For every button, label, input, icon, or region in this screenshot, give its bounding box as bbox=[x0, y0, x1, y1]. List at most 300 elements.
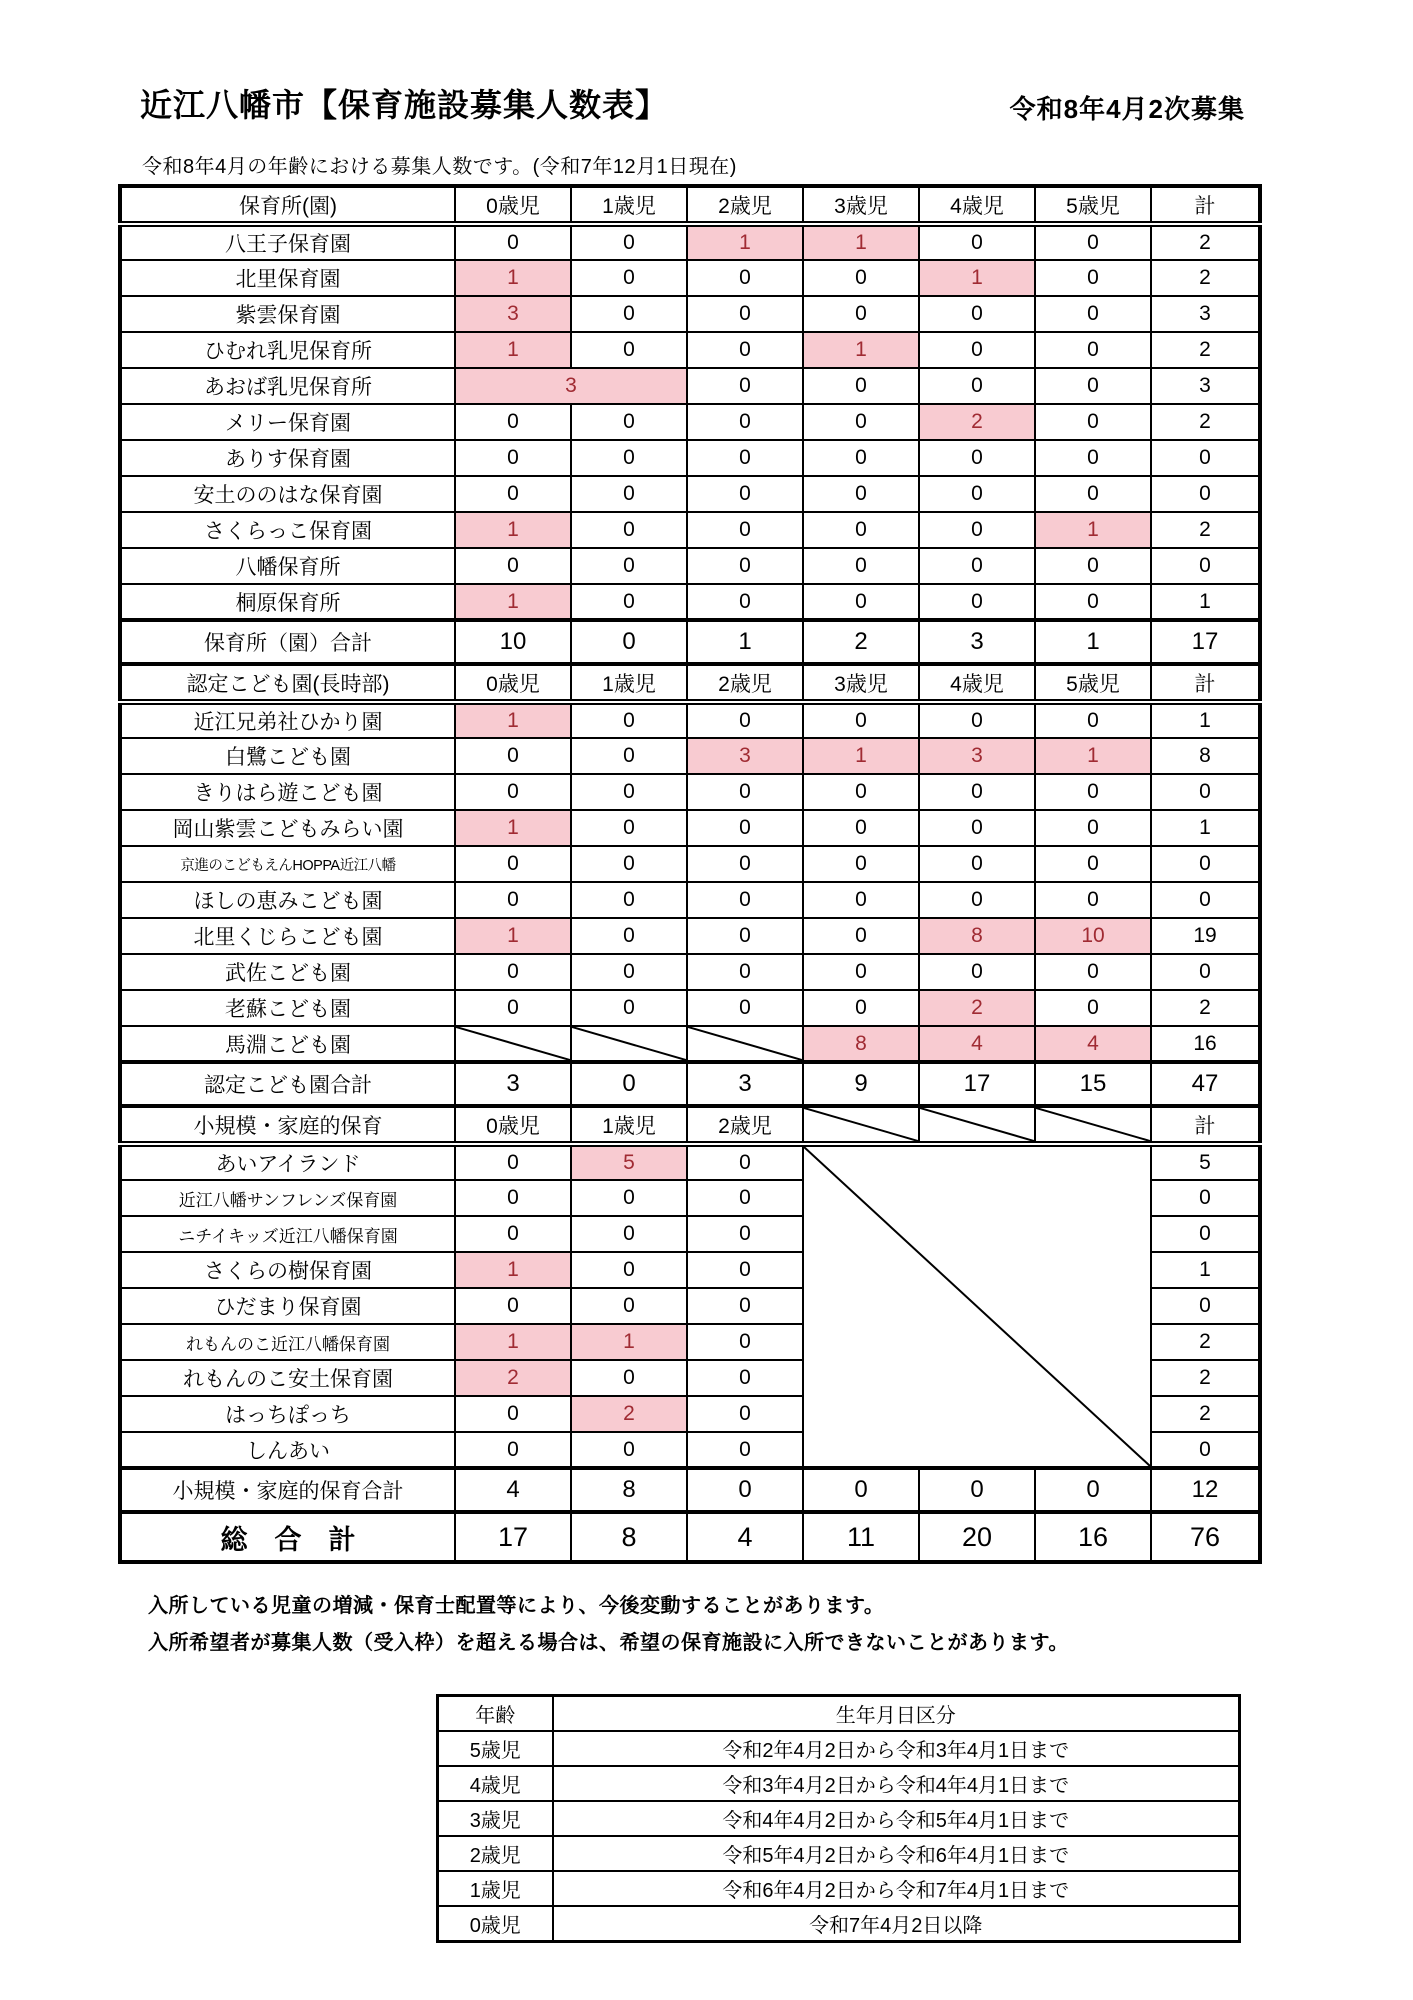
cell-value: 0 bbox=[455, 1432, 571, 1468]
facility-name: 紫雲保育園 bbox=[120, 296, 455, 332]
cell-value: 0 bbox=[803, 810, 919, 846]
cell-value: 0 bbox=[571, 548, 687, 584]
subtitle: 令和8年4月の年齢における募集人数です。(令和7年12月1日現在) bbox=[142, 156, 737, 178]
cell-value: 0 bbox=[687, 1252, 803, 1288]
facility-name: 八幡保育所 bbox=[120, 548, 455, 584]
section-total-value: 0 bbox=[687, 1468, 803, 1512]
facility-name: 武佐こども園 bbox=[120, 954, 455, 990]
facility-name: あおば乳児保育所 bbox=[120, 368, 455, 404]
diagonal-slash bbox=[572, 1027, 686, 1060]
blocked-cell bbox=[455, 1026, 571, 1062]
cell-value: 1 bbox=[455, 810, 571, 846]
total-header: 計 bbox=[1151, 186, 1260, 224]
total-header: 計 bbox=[1151, 1106, 1260, 1144]
facility-row bbox=[120, 774, 1260, 810]
cell-value: 0 bbox=[919, 476, 1035, 512]
cell-value: 0 bbox=[919, 332, 1035, 368]
section-total-value: 0 bbox=[571, 1062, 687, 1106]
cell-value: 0 bbox=[687, 1288, 803, 1324]
cell-value: 0 bbox=[1035, 476, 1151, 512]
section-total-value: 3 bbox=[455, 1062, 571, 1106]
cell-value: 0 bbox=[687, 440, 803, 476]
cell-value: 0 bbox=[571, 476, 687, 512]
cell-value: 0 bbox=[919, 548, 1035, 584]
birthdate-range: 令和6年4月2日から令和7年4月1日まで bbox=[553, 1871, 1240, 1906]
cell-value: 3 bbox=[687, 738, 803, 774]
cell-value: 0 bbox=[803, 918, 919, 954]
cell-value: 0 bbox=[1035, 584, 1151, 620]
cell-value: 1 bbox=[455, 512, 571, 548]
section-header-row bbox=[120, 186, 1260, 224]
facility-name: あいアイランド bbox=[120, 1144, 455, 1180]
section-total-value: 0 bbox=[571, 620, 687, 664]
cell-value: 0 bbox=[687, 702, 803, 738]
age-label: 4歳児 bbox=[438, 1766, 553, 1801]
age-header: 0歳児 bbox=[455, 186, 571, 224]
birthdate-range: 令和2年4月2日から令和3年4月1日まで bbox=[553, 1731, 1240, 1766]
cell-value: 0 bbox=[803, 584, 919, 620]
section-total-value: 0 bbox=[919, 1468, 1035, 1512]
cell-value: 0 bbox=[1035, 404, 1151, 440]
cell-value: 0 bbox=[1035, 440, 1151, 476]
cell-value: 3 bbox=[919, 738, 1035, 774]
birthdate-range: 令和5年4月2日から令和6年4月1日まで bbox=[553, 1836, 1240, 1871]
grand-total-value: 17 bbox=[455, 1512, 571, 1562]
grand-total-value: 4 bbox=[687, 1512, 803, 1562]
cell-value: 0 bbox=[1035, 368, 1151, 404]
cell-value: 0 bbox=[571, 846, 687, 882]
facility-row bbox=[120, 810, 1260, 846]
cell-value: 0 bbox=[571, 882, 687, 918]
facility-row bbox=[120, 440, 1260, 476]
facility-name: さくらの樹保育園 bbox=[120, 1252, 455, 1288]
cell-value: 1 bbox=[571, 1324, 687, 1360]
facility-name: 北里くじらこども園 bbox=[120, 918, 455, 954]
recruitment-round-label: 令和8年4月2次募集 bbox=[1009, 94, 1245, 124]
facility-row bbox=[120, 702, 1260, 738]
cell-value: 0 bbox=[803, 368, 919, 404]
cell-value: 0 bbox=[803, 846, 919, 882]
cell-value: 0 bbox=[687, 954, 803, 990]
cell-value: 0 bbox=[803, 882, 919, 918]
section-total-value: 9 bbox=[803, 1062, 919, 1106]
blocked-age-area bbox=[803, 1144, 1151, 1468]
cell-value: 2 bbox=[571, 1396, 687, 1432]
row-total: 0 bbox=[1151, 476, 1260, 512]
section-total-value: 3 bbox=[687, 1062, 803, 1106]
facility-row bbox=[120, 476, 1260, 512]
grand-total-value: 16 bbox=[1035, 1512, 1151, 1562]
cell-value: 8 bbox=[803, 1026, 919, 1062]
age-header: 1歳児 bbox=[571, 664, 687, 702]
section-total-label: 小規模・家庭的保育合計 bbox=[120, 1468, 455, 1512]
section-total-label: 保育所（園）合計 bbox=[120, 620, 455, 664]
facility-row bbox=[120, 224, 1260, 260]
facility-row bbox=[120, 1144, 1260, 1180]
cell-value: 0 bbox=[571, 738, 687, 774]
cell-value: 0 bbox=[919, 368, 1035, 404]
cell-value: 0 bbox=[687, 990, 803, 1026]
page-title: 近江八幡市【保育施設募集人数表】 bbox=[140, 87, 669, 123]
cell-value: 0 bbox=[687, 918, 803, 954]
age-table-row bbox=[438, 1801, 1240, 1836]
cell-value: 0 bbox=[687, 548, 803, 584]
cell-value: 0 bbox=[687, 584, 803, 620]
cell-value: 0 bbox=[919, 296, 1035, 332]
age-table-header-row bbox=[438, 1696, 1240, 1732]
row-total: 0 bbox=[1151, 774, 1260, 810]
cell-value: 0 bbox=[919, 702, 1035, 738]
row-total: 0 bbox=[1151, 954, 1260, 990]
cell-value: 0 bbox=[803, 404, 919, 440]
row-total: 3 bbox=[1151, 296, 1260, 332]
cell-value: 0 bbox=[571, 1432, 687, 1468]
section-header-label: 小規模・家庭的保育 bbox=[120, 1106, 455, 1144]
age-table-row bbox=[438, 1766, 1240, 1801]
age-header: 3歳児 bbox=[803, 186, 919, 224]
grand-total-value: 8 bbox=[571, 1512, 687, 1562]
section-total-row bbox=[120, 1062, 1260, 1106]
age-column-header: 年齢 bbox=[438, 1696, 553, 1732]
section-header-row bbox=[120, 664, 1260, 702]
cell-value: 0 bbox=[455, 476, 571, 512]
cell-value: 0 bbox=[919, 224, 1035, 260]
cell-value: 0 bbox=[455, 404, 571, 440]
cell-value: 0 bbox=[571, 810, 687, 846]
age-label: 3歳児 bbox=[438, 1801, 553, 1836]
cell-value: 0 bbox=[919, 584, 1035, 620]
row-total: 0 bbox=[1151, 1288, 1260, 1324]
cell-value: 0 bbox=[455, 954, 571, 990]
birthdate-definition-table bbox=[436, 1694, 1241, 1943]
cell-value: 0 bbox=[919, 846, 1035, 882]
cell-value: 0 bbox=[571, 1216, 687, 1252]
section-total-value: 15 bbox=[1035, 1062, 1151, 1106]
row-total: 0 bbox=[1151, 440, 1260, 476]
title-row bbox=[140, 80, 1245, 126]
cell-value: 0 bbox=[803, 954, 919, 990]
cell-value: 0 bbox=[571, 584, 687, 620]
facility-row bbox=[120, 368, 1260, 404]
cell-value: 0 bbox=[455, 548, 571, 584]
age-header: 0歳児 bbox=[455, 1106, 571, 1144]
age-label: 1歳児 bbox=[438, 1871, 553, 1906]
age-header: 0歳児 bbox=[455, 664, 571, 702]
cell-value: 0 bbox=[571, 260, 687, 296]
cell-value: 0 bbox=[687, 332, 803, 368]
section-total-value: 1 bbox=[1035, 620, 1151, 664]
cell-value: 0 bbox=[803, 512, 919, 548]
cell-value: 0 bbox=[455, 774, 571, 810]
cell-value: 3 bbox=[455, 296, 571, 332]
grand-total-row bbox=[120, 1512, 1260, 1562]
cell-value: 0 bbox=[455, 882, 571, 918]
age-header: 2歳児 bbox=[687, 186, 803, 224]
facility-row bbox=[120, 404, 1260, 440]
grand-total-value: 11 bbox=[803, 1512, 919, 1562]
section-total-value: 1 bbox=[687, 620, 803, 664]
row-total: 2 bbox=[1151, 1324, 1260, 1360]
facility-row bbox=[120, 332, 1260, 368]
cell-value: 0 bbox=[571, 404, 687, 440]
cell-value: 0 bbox=[455, 738, 571, 774]
age-header: 5歳児 bbox=[1035, 186, 1151, 224]
blocked-age-header bbox=[919, 1106, 1035, 1144]
facility-name: 八王子保育園 bbox=[120, 224, 455, 260]
diagonal-slash bbox=[456, 1027, 570, 1060]
diagonal-slash bbox=[688, 1027, 802, 1060]
row-total: 2 bbox=[1151, 990, 1260, 1026]
age-header: 1歳児 bbox=[571, 186, 687, 224]
cell-value: 0 bbox=[571, 1180, 687, 1216]
diagonal-slash bbox=[804, 1108, 918, 1141]
facility-name: 老蘇こども園 bbox=[120, 990, 455, 1026]
cell-value: 0 bbox=[455, 1144, 571, 1180]
section-total-value: 3 bbox=[919, 620, 1035, 664]
recruitment-numbers-table bbox=[118, 184, 1262, 1564]
cell-value: 0 bbox=[1035, 548, 1151, 584]
age-header: 2歳児 bbox=[687, 664, 803, 702]
section-total-value: 0 bbox=[803, 1468, 919, 1512]
age-table-row bbox=[438, 1871, 1240, 1906]
facility-name: ほしの恵みこども園 bbox=[120, 882, 455, 918]
cell-value: 0 bbox=[571, 1288, 687, 1324]
cell-value: 0 bbox=[803, 774, 919, 810]
row-total: 5 bbox=[1151, 1144, 1260, 1180]
cell-value: 0 bbox=[1035, 224, 1151, 260]
row-total: 2 bbox=[1151, 404, 1260, 440]
row-total: 3 bbox=[1151, 368, 1260, 404]
cell-value: 1 bbox=[687, 224, 803, 260]
cell-value: 0 bbox=[455, 1396, 571, 1432]
age-header: 1歳児 bbox=[571, 1106, 687, 1144]
cell-value: 0 bbox=[1035, 296, 1151, 332]
cell-value: 0 bbox=[803, 548, 919, 584]
cell-value: 0 bbox=[687, 1432, 803, 1468]
facility-row bbox=[120, 954, 1260, 990]
cell-value: 0 bbox=[919, 440, 1035, 476]
birthdate-range: 令和7年4月2日以降 bbox=[553, 1906, 1240, 1942]
row-total: 1 bbox=[1151, 584, 1260, 620]
row-total: 16 bbox=[1151, 1026, 1260, 1062]
cell-value: 0 bbox=[571, 1252, 687, 1288]
age-header: 2歳児 bbox=[687, 1106, 803, 1144]
row-total: 19 bbox=[1151, 918, 1260, 954]
cell-value: 0 bbox=[687, 1360, 803, 1396]
facility-row bbox=[120, 1026, 1260, 1062]
section-total-label: 認定こども園合計 bbox=[120, 1062, 455, 1106]
age-label: 5歳児 bbox=[438, 1731, 553, 1766]
row-total: 2 bbox=[1151, 332, 1260, 368]
cell-value: 0 bbox=[687, 1324, 803, 1360]
row-total: 2 bbox=[1151, 224, 1260, 260]
diagonal-slash bbox=[1036, 1108, 1150, 1141]
age-table-row bbox=[438, 1906, 1240, 1942]
row-total: 0 bbox=[1151, 846, 1260, 882]
section-total-row bbox=[120, 620, 1260, 664]
cell-value: 3 bbox=[455, 368, 687, 404]
cell-value: 0 bbox=[571, 1360, 687, 1396]
cell-value: 0 bbox=[455, 1180, 571, 1216]
cell-value: 1 bbox=[1035, 512, 1151, 548]
facility-name: ありす保育園 bbox=[120, 440, 455, 476]
section-total-value: 0 bbox=[1035, 1468, 1151, 1512]
cell-value: 0 bbox=[803, 440, 919, 476]
facility-name: 京進のこどもえんHOPPA近江八幡 bbox=[120, 846, 455, 882]
cell-value: 0 bbox=[919, 810, 1035, 846]
blocked-age-header bbox=[803, 1106, 919, 1144]
cell-value: 0 bbox=[455, 1216, 571, 1252]
grand-total-label: 総 合 計 bbox=[120, 1512, 455, 1562]
cell-value: 0 bbox=[1035, 846, 1151, 882]
cell-value: 0 bbox=[687, 476, 803, 512]
cell-value: 0 bbox=[687, 1180, 803, 1216]
cell-value: 2 bbox=[455, 1360, 571, 1396]
section-total-sum: 12 bbox=[1151, 1468, 1260, 1512]
age-label: 0歳児 bbox=[438, 1906, 553, 1942]
note-line-2: 入所希望者が募集人数（受入枠）を超える場合は、希望の保育施設に入所できないことがあります。 bbox=[148, 1632, 1069, 1654]
cell-value: 0 bbox=[455, 440, 571, 476]
cell-value: 0 bbox=[1035, 702, 1151, 738]
section-total-value: 10 bbox=[455, 620, 571, 664]
row-total: 0 bbox=[1151, 1180, 1260, 1216]
age-table-row bbox=[438, 1731, 1240, 1766]
cell-value: 0 bbox=[687, 1144, 803, 1180]
section-header-label: 保育所(園) bbox=[120, 186, 455, 224]
cell-value: 0 bbox=[1035, 954, 1151, 990]
section-total-value: 4 bbox=[455, 1468, 571, 1512]
facility-row bbox=[120, 512, 1260, 548]
facility-name: 安土ののはな保育園 bbox=[120, 476, 455, 512]
facility-name: さくらっこ保育園 bbox=[120, 512, 455, 548]
facility-name: 馬淵こども園 bbox=[120, 1026, 455, 1062]
cell-value: 1 bbox=[455, 1252, 571, 1288]
cell-value: 0 bbox=[687, 846, 803, 882]
row-total: 0 bbox=[1151, 548, 1260, 584]
age-table-row bbox=[438, 1836, 1240, 1871]
cell-value: 0 bbox=[1035, 810, 1151, 846]
row-total: 2 bbox=[1151, 1396, 1260, 1432]
facility-name: 近江八幡サンフレンズ保育園 bbox=[120, 1180, 455, 1216]
facility-row bbox=[120, 882, 1260, 918]
cell-value: 1 bbox=[455, 584, 571, 620]
facility-name: ニチイキッズ近江八幡保育園 bbox=[120, 1216, 455, 1252]
facility-row bbox=[120, 846, 1260, 882]
row-total: 2 bbox=[1151, 1360, 1260, 1396]
cell-value: 4 bbox=[919, 1026, 1035, 1062]
cell-value: 0 bbox=[687, 810, 803, 846]
cell-value: 0 bbox=[803, 990, 919, 1026]
row-total: 2 bbox=[1151, 260, 1260, 296]
row-total: 1 bbox=[1151, 810, 1260, 846]
cell-value: 0 bbox=[571, 512, 687, 548]
cell-value: 0 bbox=[687, 404, 803, 440]
age-header: 3歳児 bbox=[803, 664, 919, 702]
cell-value: 1 bbox=[455, 1324, 571, 1360]
cell-value: 0 bbox=[571, 774, 687, 810]
diagonal-slash bbox=[920, 1108, 1034, 1141]
cell-value: 0 bbox=[571, 918, 687, 954]
facility-name: 桐原保育所 bbox=[120, 584, 455, 620]
cell-value: 1 bbox=[803, 332, 919, 368]
cell-value: 0 bbox=[803, 260, 919, 296]
cell-value: 8 bbox=[919, 918, 1035, 954]
cell-value: 0 bbox=[687, 512, 803, 548]
cell-value: 0 bbox=[687, 774, 803, 810]
section-total-value: 8 bbox=[571, 1468, 687, 1512]
facility-row bbox=[120, 918, 1260, 954]
cell-value: 0 bbox=[455, 224, 571, 260]
notes bbox=[148, 1592, 1069, 1666]
cell-value: 0 bbox=[455, 846, 571, 882]
blocked-age-header bbox=[1035, 1106, 1151, 1144]
total-header: 計 bbox=[1151, 664, 1260, 702]
facility-name: しんあい bbox=[120, 1432, 455, 1468]
section-total-value: 17 bbox=[919, 1062, 1035, 1106]
cell-value: 1 bbox=[803, 738, 919, 774]
cell-value: 0 bbox=[687, 368, 803, 404]
section-header-label: 認定こども園(長時部) bbox=[120, 664, 455, 702]
cell-value: 0 bbox=[803, 702, 919, 738]
facility-row bbox=[120, 260, 1260, 296]
facility-name: ひだまり保育園 bbox=[120, 1288, 455, 1324]
grand-total-value: 20 bbox=[919, 1512, 1035, 1562]
cell-value: 1 bbox=[455, 702, 571, 738]
birthdate-range-column-header: 生年月日区分 bbox=[553, 1696, 1240, 1732]
cell-value: 0 bbox=[571, 440, 687, 476]
age-header: 4歳児 bbox=[919, 664, 1035, 702]
facility-name: 白鷺こども園 bbox=[120, 738, 455, 774]
facility-row bbox=[120, 548, 1260, 584]
cell-value: 0 bbox=[1035, 774, 1151, 810]
cell-value: 1 bbox=[803, 224, 919, 260]
facility-row bbox=[120, 584, 1260, 620]
grand-total-sum: 76 bbox=[1151, 1512, 1260, 1562]
facility-row bbox=[120, 296, 1260, 332]
cell-value: 10 bbox=[1035, 918, 1151, 954]
row-total: 0 bbox=[1151, 1216, 1260, 1252]
cell-value: 0 bbox=[687, 260, 803, 296]
facility-name: れもんのこ近江八幡保育園 bbox=[120, 1324, 455, 1360]
cell-value: 0 bbox=[1035, 260, 1151, 296]
cell-value: 1 bbox=[455, 260, 571, 296]
cell-value: 0 bbox=[687, 296, 803, 332]
cell-value: 0 bbox=[919, 774, 1035, 810]
age-header: 4歳児 bbox=[919, 186, 1035, 224]
birthdate-range: 令和4年4月2日から令和5年4月1日まで bbox=[553, 1801, 1240, 1836]
facility-name: れもんのこ安土保育園 bbox=[120, 1360, 455, 1396]
diagonal-slash bbox=[804, 1147, 1150, 1466]
facility-name: 近江兄弟社ひかり園 bbox=[120, 702, 455, 738]
cell-value: 0 bbox=[919, 882, 1035, 918]
facility-name: 北里保育園 bbox=[120, 260, 455, 296]
cell-value: 2 bbox=[919, 990, 1035, 1026]
cell-value: 0 bbox=[687, 882, 803, 918]
section-total-sum: 47 bbox=[1151, 1062, 1260, 1106]
row-total: 0 bbox=[1151, 882, 1260, 918]
section-total-sum: 17 bbox=[1151, 620, 1260, 664]
note-line-1: 入所している児童の増減・保育士配置等により、今後変動することがあります。 bbox=[148, 1595, 885, 1617]
row-total: 0 bbox=[1151, 1432, 1260, 1468]
row-total: 8 bbox=[1151, 738, 1260, 774]
cell-value: 0 bbox=[571, 702, 687, 738]
cell-value: 0 bbox=[803, 476, 919, 512]
cell-value: 0 bbox=[687, 1396, 803, 1432]
cell-value: 0 bbox=[919, 954, 1035, 990]
blocked-cell bbox=[571, 1026, 687, 1062]
section-total-value: 2 bbox=[803, 620, 919, 664]
section-total-row bbox=[120, 1468, 1260, 1512]
